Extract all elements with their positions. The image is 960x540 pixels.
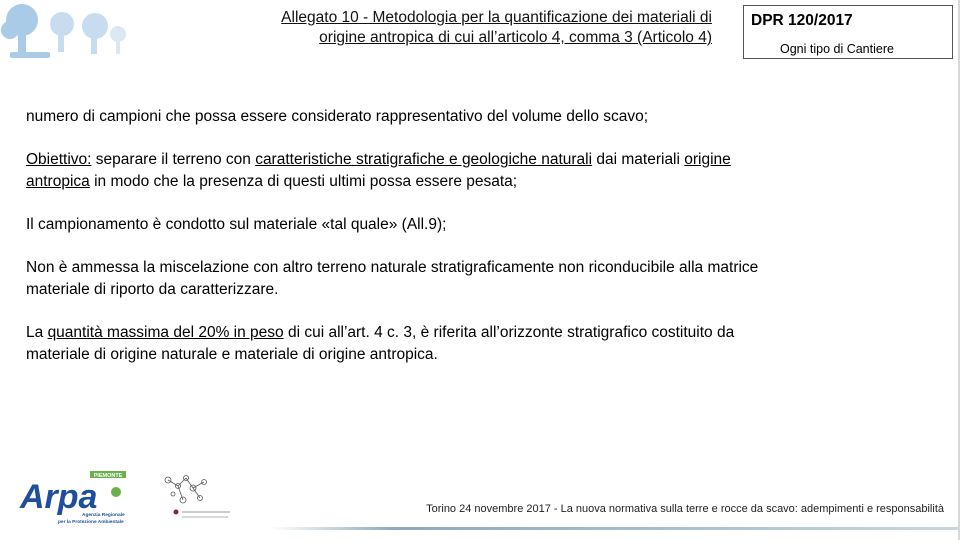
arpa-tagline2: per la Protezione Ambientale <box>58 520 124 525</box>
title-line1: Metodologia per la quantificazione dei materiali di <box>372 9 712 26</box>
objective-underlined-3: antropica <box>26 173 90 190</box>
page-title <box>150 8 712 48</box>
objective-text-1: separare il terreno con <box>91 151 256 168</box>
paragraph-quantity <box>26 322 906 366</box>
title-line2: origine antropica di cui all’articolo 4, comma 3 (Articolo 4) <box>319 29 712 46</box>
mixing-line2: materiale di riporto da caratterizzare. <box>26 281 279 298</box>
objective-line2 <box>26 171 906 193</box>
footer-divider <box>270 527 960 530</box>
tree-logo-icon <box>0 0 140 62</box>
paragraph-objective <box>26 149 906 193</box>
arpa-wordmark: Arpa <box>20 478 98 516</box>
objective-label: Obiettivo: <box>26 151 92 168</box>
objective-underlined-1: caratteristiche stratigrafiche e geologiche naturali <box>255 151 593 168</box>
title-prefix: Allegato 10 - <box>281 9 373 26</box>
quantity-text-2: di cui all’art. 4 c. 3, è riferita all’orizzonte stratigrafico costituito da <box>283 324 735 341</box>
paragraph-mixing <box>26 257 906 301</box>
paragraph-sample-count: numero di campioni che possa essere considerato rappresentativo del volume dello scavo; <box>26 108 649 125</box>
quantity-underlined: quantità massima del 20% in peso <box>47 324 284 341</box>
dpr-scope: Ogni tipo di Cantiere <box>780 42 894 56</box>
paragraph-sampling: Il campionamento è condotto sul materiale «tal quale» (All.9); <box>26 216 447 233</box>
objective-text-3: in modo che la presenza di questi ultimi possa essere pesata; <box>89 173 518 190</box>
dpr-code: DPR 120/2017 <box>751 12 853 29</box>
footer-text: Torino 24 novembre 2017 - La nuova normativa sulla terre e rocce da scavo: adempimenti e responsabilità <box>426 503 944 515</box>
quantity-text-1: La <box>26 324 48 341</box>
arpa-region-label: PIEMONTE <box>93 473 123 479</box>
objective-underlined-2: origine <box>684 151 731 168</box>
arpa-tagline1: Agenzia Regionale <box>82 513 125 518</box>
mixing-line1: Non è ammessa la miscelazione con altro terreno naturale stratigraficamente non riconducibile alla matrice <box>26 259 759 276</box>
arpa-logo-icon <box>19 471 126 525</box>
partner-logo-icon <box>165 476 230 518</box>
objective-text-2: dai materiali <box>592 151 685 168</box>
footer-logos <box>18 470 248 530</box>
quantity-line2: materiale di origine naturale e materiale di origine antropica. <box>26 346 438 363</box>
dpr-box <box>743 5 953 59</box>
